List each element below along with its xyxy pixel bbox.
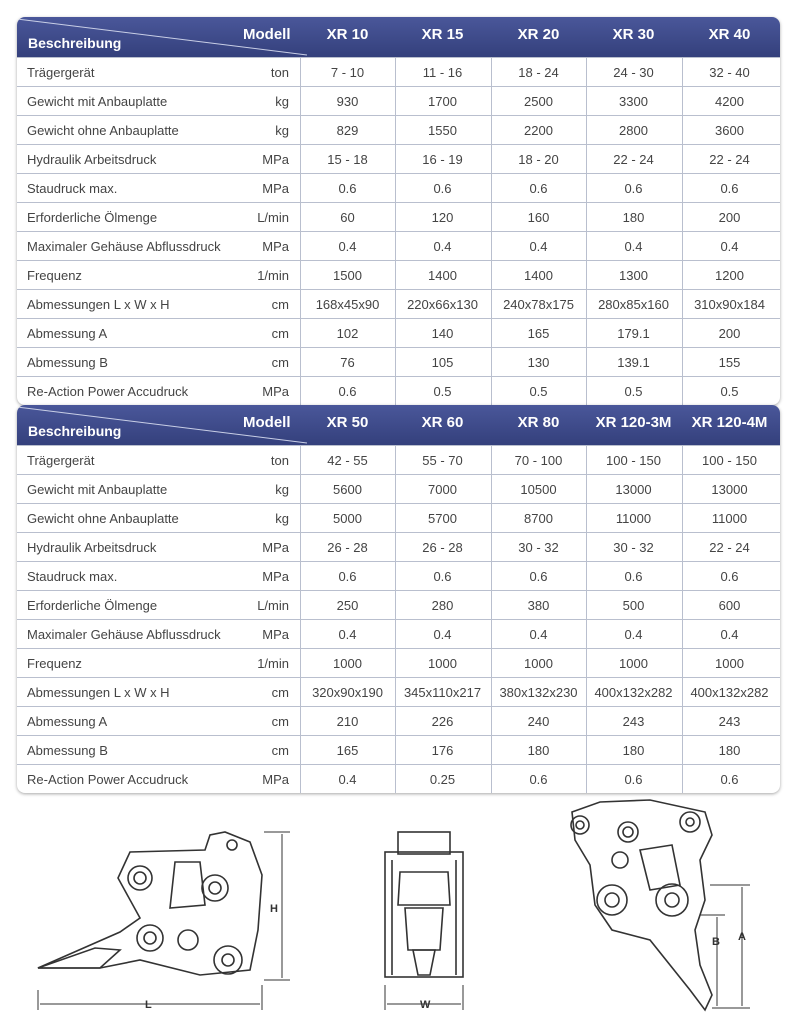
cell-value: 0.5 [720, 384, 739, 399]
model-name: XR 120-4M [691, 414, 768, 431]
cell-value: 0.5 [529, 384, 548, 399]
cell-value: 1400 [524, 268, 553, 283]
cell-value: 7000 [428, 482, 457, 497]
cell-value: 210 [336, 714, 359, 729]
cell-value: 13000 [615, 482, 652, 497]
model-name: XR 15 [421, 26, 464, 43]
cell-value: 600 [718, 598, 741, 613]
cell-value: 0.4 [338, 772, 357, 787]
cell-value: 0.4 [433, 239, 452, 254]
row-label: Abmessung B [27, 743, 108, 758]
row-label: Hydraulik Arbeitsdruck [27, 152, 157, 167]
row-unit: kg [275, 511, 289, 526]
row-unit: cm [271, 714, 289, 729]
cell-value: 105 [431, 355, 454, 370]
row-unit: MPa [262, 181, 289, 196]
cell-value: 0.5 [624, 384, 643, 399]
cell-value: 2500 [524, 94, 553, 109]
row-unit: MPa [262, 540, 289, 555]
cell-value: 76 [340, 355, 355, 370]
cell-value: 220x66x130 [407, 297, 478, 312]
cell-value: 380x132x230 [499, 685, 578, 700]
row-unit: cm [271, 685, 289, 700]
table-row [17, 706, 780, 735]
cell-value: 15 - 18 [327, 152, 368, 167]
row-label: Abmessung A [27, 326, 108, 341]
width-label: W [420, 999, 431, 1011]
row-label: Abmessungen L x W x H [27, 297, 170, 312]
model-name: XR 10 [326, 26, 369, 43]
table-header [17, 17, 780, 57]
cell-value: 0.6 [338, 181, 357, 196]
cell-value: 16 - 19 [422, 152, 463, 167]
table-row [17, 86, 780, 115]
cell-value: 1400 [428, 268, 457, 283]
cell-value: 0.5 [433, 384, 452, 399]
table-row [17, 474, 780, 503]
table-row [17, 376, 780, 405]
cell-value: 0.6 [529, 181, 548, 196]
row-label: Frequenz [27, 656, 82, 671]
row-label: Staudruck max. [27, 181, 118, 196]
row-label: Hydraulik Arbeitsdruck [27, 540, 157, 555]
table-row [17, 590, 780, 619]
table-row [17, 532, 780, 561]
cell-value: 0.6 [624, 181, 643, 196]
row-label: Trägergerät [27, 453, 95, 468]
cell-value: 22 - 24 [613, 152, 654, 167]
cell-value: 1000 [715, 656, 744, 671]
row-unit: kg [275, 482, 289, 497]
table-row [17, 57, 780, 86]
cell-value: 0.4 [529, 627, 548, 642]
cell-value: 100 - 150 [606, 453, 661, 468]
table-row [17, 648, 780, 677]
cell-value: 0.4 [720, 627, 739, 642]
cell-value: 310x90x184 [694, 297, 765, 312]
cell-value: 0.4 [720, 239, 739, 254]
table-row [17, 445, 780, 474]
cell-value: 0.4 [624, 627, 643, 642]
cell-value: 240x78x175 [503, 297, 574, 312]
cell-value: 1550 [428, 123, 457, 138]
cell-value: 55 - 70 [422, 453, 463, 468]
row-unit: cm [271, 355, 289, 370]
description-header: Beschreibung [28, 423, 122, 439]
cell-value: 1200 [715, 268, 744, 283]
height-label: H [270, 903, 278, 915]
cell-value: 0.6 [720, 181, 739, 196]
row-unit: cm [271, 743, 289, 758]
description-header: Beschreibung [28, 35, 122, 51]
cell-value: 0.6 [720, 569, 739, 584]
front-view-drawing [385, 832, 463, 1010]
cell-value: 930 [336, 94, 359, 109]
dimension-b-label: B [712, 936, 720, 948]
cell-value: 1000 [524, 656, 553, 671]
model-name: XR 50 [326, 414, 369, 431]
table-row [17, 735, 780, 764]
model-name: XR 40 [708, 26, 751, 43]
cell-value: 345x110x217 [403, 685, 482, 700]
length-label: L [145, 999, 152, 1011]
row-unit: MPa [262, 384, 289, 399]
row-unit: MPa [262, 772, 289, 787]
row-unit: 1/min [257, 656, 289, 671]
cell-value: 180 [622, 743, 645, 758]
cell-value: 1500 [333, 268, 362, 283]
cell-value: 240 [527, 714, 550, 729]
cell-value: 0.25 [429, 772, 456, 787]
row-unit: MPa [262, 239, 289, 254]
cell-value: 0.4 [433, 627, 452, 642]
cell-value: 2200 [524, 123, 553, 138]
cell-value: 70 - 100 [514, 453, 563, 468]
row-label: Gewicht mit Anbauplatte [27, 482, 168, 497]
row-label: Abmessungen L x W x H [27, 685, 170, 700]
row-label: Gewicht ohne Anbauplatte [27, 123, 179, 138]
drawings-svg [0, 790, 800, 1025]
technical-drawings [0, 790, 800, 1025]
table-row [17, 231, 780, 260]
row-label: Re-Action Power Accudruck [27, 384, 189, 399]
cell-value: 179.1 [617, 326, 650, 341]
row-label: Abmessung A [27, 714, 108, 729]
row-unit: MPa [262, 569, 289, 584]
cell-value: 0.6 [433, 181, 452, 196]
cell-value: 180 [622, 210, 645, 225]
model-name: XR 60 [421, 414, 464, 431]
table-header [17, 405, 780, 445]
model-name: XR 80 [517, 414, 560, 431]
cell-value: 60 [340, 210, 355, 225]
cell-value: 5000 [333, 511, 362, 526]
cell-value: 160 [527, 210, 550, 225]
row-label: Gewicht ohne Anbauplatte [27, 511, 179, 526]
cell-value: 0.6 [338, 384, 357, 399]
cell-value: 200 [718, 210, 741, 225]
cell-value: 1700 [428, 94, 457, 109]
table-row [17, 619, 780, 648]
cell-value: 102 [336, 326, 359, 341]
cell-value: 0.4 [624, 239, 643, 254]
cell-value: 32 - 40 [709, 65, 750, 80]
cell-value: 243 [622, 714, 645, 729]
row-label: Maximaler Gehäuse Abflussdruck [27, 239, 221, 254]
cell-value: 829 [336, 123, 359, 138]
row-label: Re-Action Power Accudruck [27, 772, 189, 787]
cell-value: 0.4 [529, 239, 548, 254]
row-label: Trägergerät [27, 65, 95, 80]
cell-value: 5700 [428, 511, 457, 526]
model-name: XR 30 [612, 26, 655, 43]
cell-value: 0.6 [529, 772, 548, 787]
cell-value: 280x85x160 [598, 297, 669, 312]
cell-value: 226 [431, 714, 454, 729]
cell-value: 139.1 [617, 355, 650, 370]
cell-value: 1300 [619, 268, 648, 283]
table-row [17, 503, 780, 532]
cell-value: 30 - 32 [613, 540, 654, 555]
model-header: Modell [243, 414, 291, 431]
cell-value: 26 - 28 [422, 540, 463, 555]
cell-value: 200 [718, 326, 741, 341]
cell-value: 120 [431, 210, 454, 225]
row-label: Staudruck max. [27, 569, 118, 584]
cell-value: 26 - 28 [327, 540, 368, 555]
row-unit: cm [271, 326, 289, 341]
cell-value: 280 [431, 598, 454, 613]
cell-value: 0.4 [338, 239, 357, 254]
row-unit: MPa [262, 627, 289, 642]
cell-value: 4200 [715, 94, 744, 109]
cell-value: 1000 [428, 656, 457, 671]
cell-value: 5600 [333, 482, 362, 497]
table-row [17, 260, 780, 289]
cell-value: 22 - 24 [709, 152, 750, 167]
row-label: Frequenz [27, 268, 82, 283]
spec-table-1 [17, 17, 780, 405]
cell-value: 1000 [619, 656, 648, 671]
cell-value: 3600 [715, 123, 744, 138]
cell-value: 11000 [615, 511, 652, 526]
cell-value: 165 [336, 743, 359, 758]
cell-value: 10500 [520, 482, 557, 497]
cell-value: 140 [431, 326, 454, 341]
row-label: Abmessung B [27, 355, 108, 370]
cell-value: 1000 [333, 656, 362, 671]
cell-value: 24 - 30 [613, 65, 654, 80]
cell-value: 165 [527, 326, 550, 341]
cell-value: 0.6 [624, 569, 643, 584]
cell-value: 0.4 [338, 627, 357, 642]
model-name: XR 20 [517, 26, 560, 43]
cell-value: 168x45x90 [315, 297, 380, 312]
cell-value: 18 - 20 [518, 152, 559, 167]
cell-value: 380 [527, 598, 550, 613]
cell-value: 100 - 150 [702, 453, 757, 468]
row-unit: 1/min [257, 268, 289, 283]
model-header: Modell [243, 26, 291, 43]
cell-value: 0.6 [338, 569, 357, 584]
cell-value: 22 - 24 [709, 540, 750, 555]
spec-table-2 [17, 405, 780, 793]
cell-value: 42 - 55 [327, 453, 368, 468]
table-row [17, 173, 780, 202]
cell-value: 11000 [711, 511, 748, 526]
cell-value: 155 [718, 355, 741, 370]
row-unit: ton [270, 65, 289, 80]
table-row [17, 677, 780, 706]
cell-value: 250 [336, 598, 359, 613]
row-label: Gewicht mit Anbauplatte [27, 94, 168, 109]
cell-value: 176 [431, 743, 454, 758]
cell-value: 400x132x282 [594, 685, 673, 700]
cell-value: 180 [718, 743, 741, 758]
row-unit: cm [271, 297, 289, 312]
cell-value: 11 - 16 [422, 65, 463, 80]
cell-value: 8700 [524, 511, 553, 526]
row-unit: ton [270, 453, 289, 468]
cell-value: 243 [718, 714, 741, 729]
row-unit: L/min [257, 210, 289, 225]
row-label: Erforderliche Ölmenge [27, 210, 158, 225]
angled-view-drawing [571, 800, 750, 1010]
row-unit: kg [275, 94, 289, 109]
cell-value: 2800 [619, 123, 648, 138]
table-row [17, 318, 780, 347]
table-row [17, 764, 780, 793]
cell-value: 0.6 [624, 772, 643, 787]
cell-value: 0.6 [529, 569, 548, 584]
table-row [17, 289, 780, 318]
cell-value: 180 [527, 743, 550, 758]
cell-value: 0.6 [433, 569, 452, 584]
table-row [17, 202, 780, 231]
row-unit: kg [275, 123, 289, 138]
cell-value: 30 - 32 [518, 540, 559, 555]
cell-value: 3300 [619, 94, 648, 109]
model-name: XR 120-3M [595, 414, 672, 431]
cell-value: 7 - 10 [330, 65, 365, 80]
cell-value: 130 [527, 355, 550, 370]
cell-value: 400x132x282 [690, 685, 769, 700]
dimension-a-label: A [738, 931, 746, 943]
row-label: Erforderliche Ölmenge [27, 598, 158, 613]
cell-value: 13000 [711, 482, 748, 497]
row-unit: L/min [257, 598, 289, 613]
table-row [17, 115, 780, 144]
row-unit: MPa [262, 152, 289, 167]
table-row [17, 144, 780, 173]
cell-value: 18 - 24 [518, 65, 559, 80]
table-row [17, 561, 780, 590]
cell-value: 0.6 [720, 772, 739, 787]
cell-value: 500 [622, 598, 645, 613]
cell-value: 320x90x190 [312, 685, 383, 700]
row-label: Maximaler Gehäuse Abflussdruck [27, 627, 221, 642]
side-view-drawing [38, 832, 290, 1010]
table-row [17, 347, 780, 376]
